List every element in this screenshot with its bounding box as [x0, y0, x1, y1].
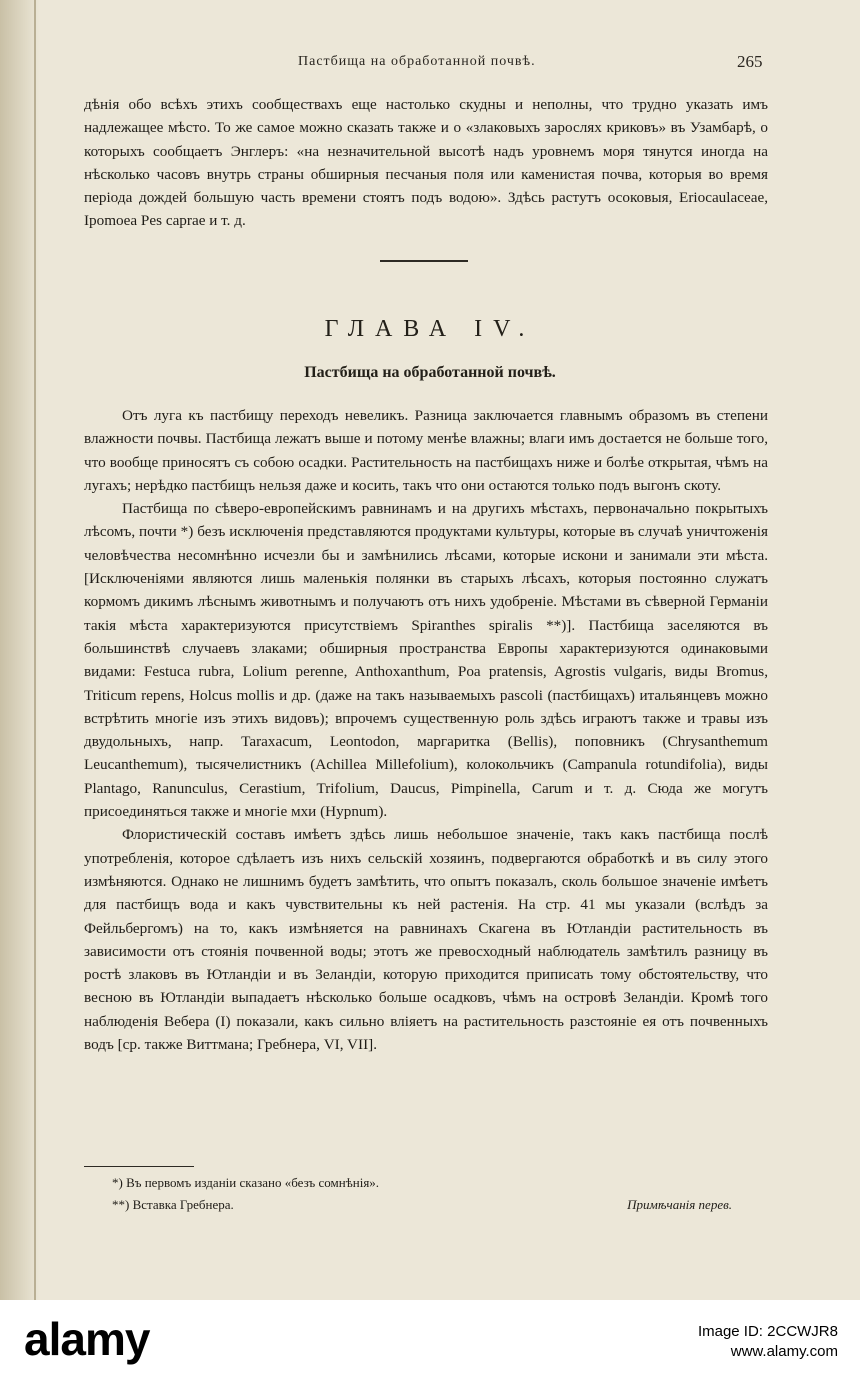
- stock-watermark-bar: [0, 1300, 860, 1390]
- watermark-info: [698, 1322, 838, 1362]
- footnotes: [112, 1172, 732, 1216]
- running-header: [0, 54, 860, 74]
- alamy-logo: alamy: [24, 1313, 150, 1365]
- page-spine-shadow: [34, 0, 36, 1300]
- footnote-2-text: **) Вставка Гребнера.: [112, 1197, 234, 1212]
- page-number: 265: [737, 52, 763, 71]
- footnote-rule: [84, 1166, 194, 1167]
- paragraph-text: дѣнія обо всѣхъ этихъ сообществахъ еще настолько скудны и неполны, что трудно указать имъ надлежащее мѣсто. То же самое можно сказать также и о «злаковыхъ зарослях криковъ» въ Узамбарѣ, о которыхъ сообщаетъ Энглеръ: «на незначительной высотѣ надъ уровнемъ моря тянутся иногда на нѣсколько часовъ внутрь страны обширныя песчаныя поля или каменистая почва, которыя во время періода дождей большую часть времени стоятъ подъ водою». Здѣсь растутъ осоковыя, Eriocaulaceae, Ipomoea Pes caprae и т. д.: [84, 96, 768, 230]
- image-id: Image ID: 2CCWJR8: [697, 1323, 838, 1340]
- section-separator: [380, 260, 468, 262]
- paragraph-3: Флористическій составъ имѣетъ здѣсь лишь небольшое значеніе, такъ какъ пастбища послѣ употребленія, которое сдѣлаетъ изъ нихъ сельскій хозяинъ, подвергаются обработкѣ и въ силу этого измѣняются. Однако не лишнимъ будетъ замѣтить, что опытъ показалъ, сколь большое значеніе имѣетъ для пастбищъ вода и какъ чувствительны къ ней растенія. На стр. 41 мы указали (вслѣдъ за Фейльбергомъ) на то, какъ измѣняется на равнинахъ Скагена въ Ютландіи растительность въ зависимости отъ стоянія почвенной воды; этотъ же превосходный наблюдатель замѣтилъ разницу въ ростѣ злаковъ въ Ютландіи и въ Зеландіи, которую приходится приписать тому обстоятельству, что весною въ Ютландіи выпадаетъ нѣсколько больше осадковъ, чѣмъ на островѣ Зеландіи. Кромѣ того наблюденія Вебера (I) показали, какъ сильно вліяетъ на растительность разстояніе ея отъ почвенныхъ водъ [ср. также Виттмана; Гребнера, VI, VII].: [84, 826, 768, 1054]
- footnote-1: [112, 1172, 732, 1194]
- continued-paragraph: [84, 93, 768, 233]
- watermark-site: www.alamy.com: [730, 1343, 838, 1360]
- chapter-subtitle: Пастбища на обработанной почвѣ.: [304, 364, 556, 381]
- footnote-1-text: *) Въ первомъ изданіи сказано «безъ сомнѣнія».: [112, 1175, 380, 1190]
- paragraph-2: Пастбища по сѣверо-европейскимъ равнинамъ и на другихъ мѣстахъ, первоначально покрытыхъ лѣсомъ, почти *) безъ исключенія представляются продуктами культуры, которые въ случаѣ уничтоженія человѣчества несомнѣнно исчезли бы и замѣнились лѣсами, которые искони и занимали эти мѣста. [Исключеніями являются лишь маленькія полянки въ старыхъ лѣсахъ, которыя постоянно служатъ кормомъ дикимъ лѣснымъ животнымъ и получаютъ отъ нихъ удобреніе. Мѣстами въ сѣверной Германіи такія мѣста характеризуются присутствіемъ Spiranthes spiralis **)]. Пастбища заселяются въ большинствѣ случаевъ злаками; обширныя пространства Европы характеризуются одинаковыми видами: Festuca rubra, Lolium perenne, Anthoxanthum, Poa pratensis, Agrostis vulgaris, виды Bromus, Triticum repens, Holcus mollis и др. (даже на такъ называемыхъ pascoli (пастбищахъ) итальянцевъ можно встрѣтить многіе изъ этихъ видовъ); впрочемъ существенную роль здѣсь играютъ также и травы изъ двудольныхъ, напр. Taraxacum, Leontodon, маргаритка (Bellis), поповникъ (Chrysanthemum Leucanthemum), тысячелистникъ (Achillea Millefolium), колокольчикъ (Campanula rotundifolia), виды Plantago, Ranunculus, Cerastium, Trifolium, Daucus, Pimpinella, Carum и т. д. Сюда же могутъ присоединяться также и многіе мхи (Hypnum).: [84, 500, 768, 821]
- translator-note-signature: Примѣчанія перев.: [627, 1197, 732, 1212]
- chapter-heading: ГЛАВА IV.: [324, 316, 536, 342]
- chapter-body: [84, 404, 768, 1056]
- footnote-2: [112, 1194, 732, 1216]
- paragraph-1: Отъ луга къ пастбищу переходъ невеликъ. Разница заключается главнымъ образомъ въ степени влажности почвы. Пастбища лежатъ выше и потому менѣе влажны; влаги имъ достается не больше того, что вообще приносятъ съ собою осадки. Растительность на пастбищахъ ниже и болѣе открытая, чѣмъ на лугахъ; нерѣдко пастбищъ нельзя даже и косить, такъ что они остаются только подъ выгонъ скоту.: [84, 407, 768, 494]
- running-title: Пастбища на обработанной почвѣ.: [298, 54, 536, 69]
